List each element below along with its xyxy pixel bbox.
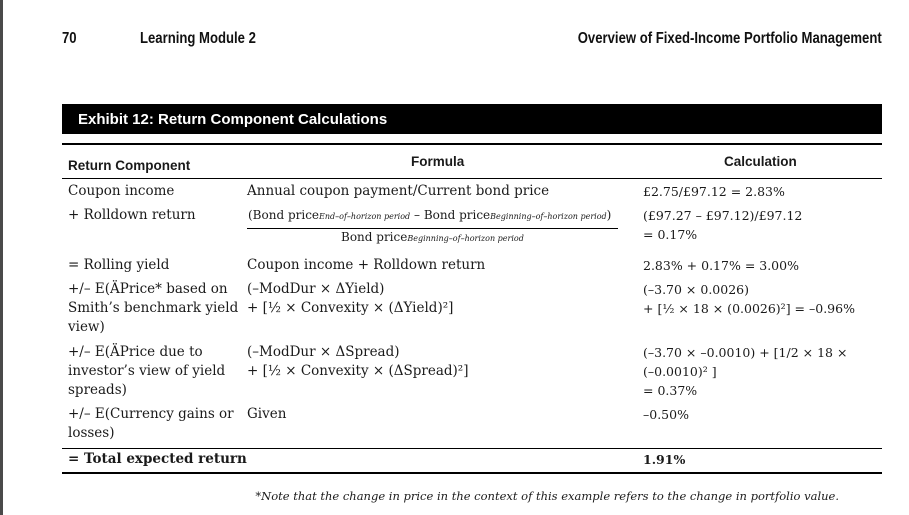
- row-total-calculation: 1.91%: [643, 452, 686, 467]
- row-rolldown-calculation-line-2: = 0.17%: [643, 227, 698, 242]
- row-currency-calculation: –0.50%: [643, 407, 689, 422]
- row-currency-formula: Given: [247, 406, 287, 422]
- row-coupon-formula: Annual coupon payment/Current bond price: [247, 183, 550, 199]
- row-yield-view-component-line-3: view): [68, 319, 105, 335]
- page-edge-rule: [0, 0, 3, 515]
- column-header-component: Return Component: [68, 158, 191, 173]
- exhibit-title-bar: [62, 104, 882, 134]
- row-spread-view-calculation-line-2: (–0.0010)² ]: [643, 364, 717, 379]
- rolldown-formula-denominator: Bond priceBeginning–of–horizon period: [341, 230, 524, 244]
- running-header: [62, 30, 882, 52]
- chapter-title: Overview of Fixed-Income Portfolio Management: [577, 30, 882, 47]
- table-header-rule: [62, 178, 882, 179]
- table-total-rule: [62, 448, 882, 449]
- row-spread-view-component-line-3: spreads): [68, 382, 127, 398]
- page-number: 70: [62, 30, 77, 47]
- row-coupon-component: Coupon income: [68, 183, 175, 199]
- row-rolling-yield-calculation: 2.83% + 0.17% = 3.00%: [643, 258, 799, 273]
- row-rolling-yield-formula: Coupon income + Rolldown return: [247, 257, 486, 273]
- row-spread-view-formula-line-1: (–ModDur × ΔSpread): [247, 344, 400, 360]
- column-header-formula: Formula: [411, 154, 465, 169]
- row-yield-view-calculation-line-2: + [½ × 18 × (0.0026)²] = –0.96%: [643, 301, 855, 316]
- row-yield-view-component-line-1: +/– E(ÄPrice* based on: [68, 281, 228, 297]
- table-bottom-rule: [62, 472, 882, 474]
- row-rolling-yield-component: = Rolling yield: [68, 257, 170, 273]
- table-footnote: *Note that the change in price in the context of this example refers to the change in portfolio value.: [255, 489, 839, 503]
- column-header-calculation: Calculation: [724, 154, 797, 169]
- rolldown-formula-numerator: (Bond priceEnd–of–horizon period – Bond priceBeginning–of–horizon period): [248, 208, 612, 222]
- row-coupon-calculation: £2.75/£97.12 = 2.83%: [643, 184, 785, 199]
- row-yield-view-formula-line-2: + [½ × Convexity × (ΔYield)²]: [247, 300, 454, 316]
- row-total-component: = Total expected return: [68, 451, 247, 467]
- module-label: Learning Module 2: [140, 30, 256, 47]
- row-spread-view-component-line-1: +/– E(ÄPrice due to: [68, 344, 203, 360]
- row-spread-view-formula-line-2: + [½ × Convexity × (ΔSpread)²]: [247, 363, 469, 379]
- row-yield-view-formula-line-1: (–ModDur × ΔYield): [247, 281, 385, 297]
- row-rolldown-component: + Rolldown return: [68, 207, 196, 223]
- row-currency-component-line-1: +/– E(Currency gains or: [68, 406, 234, 422]
- row-spread-view-component-line-2: investor’s view of yield: [68, 363, 226, 379]
- row-yield-view-calculation-line-1: (–3.70 × 0.0026): [643, 282, 749, 297]
- row-spread-view-calculation-line-3: = 0.37%: [643, 383, 698, 398]
- row-rolldown-calculation-line-1: (£97.27 – £97.12)/£97.12: [643, 208, 803, 223]
- row-currency-component-line-2: losses): [68, 425, 115, 441]
- row-spread-view-calculation-line-1: (–3.70 × –0.0010) + [1/2 × 18 ×: [643, 345, 848, 360]
- row-yield-view-component-line-2: Smith’s benchmark yield: [68, 300, 239, 316]
- exhibit-title: Exhibit 12: Return Component Calculations: [78, 111, 388, 128]
- table-top-rule: [62, 143, 882, 145]
